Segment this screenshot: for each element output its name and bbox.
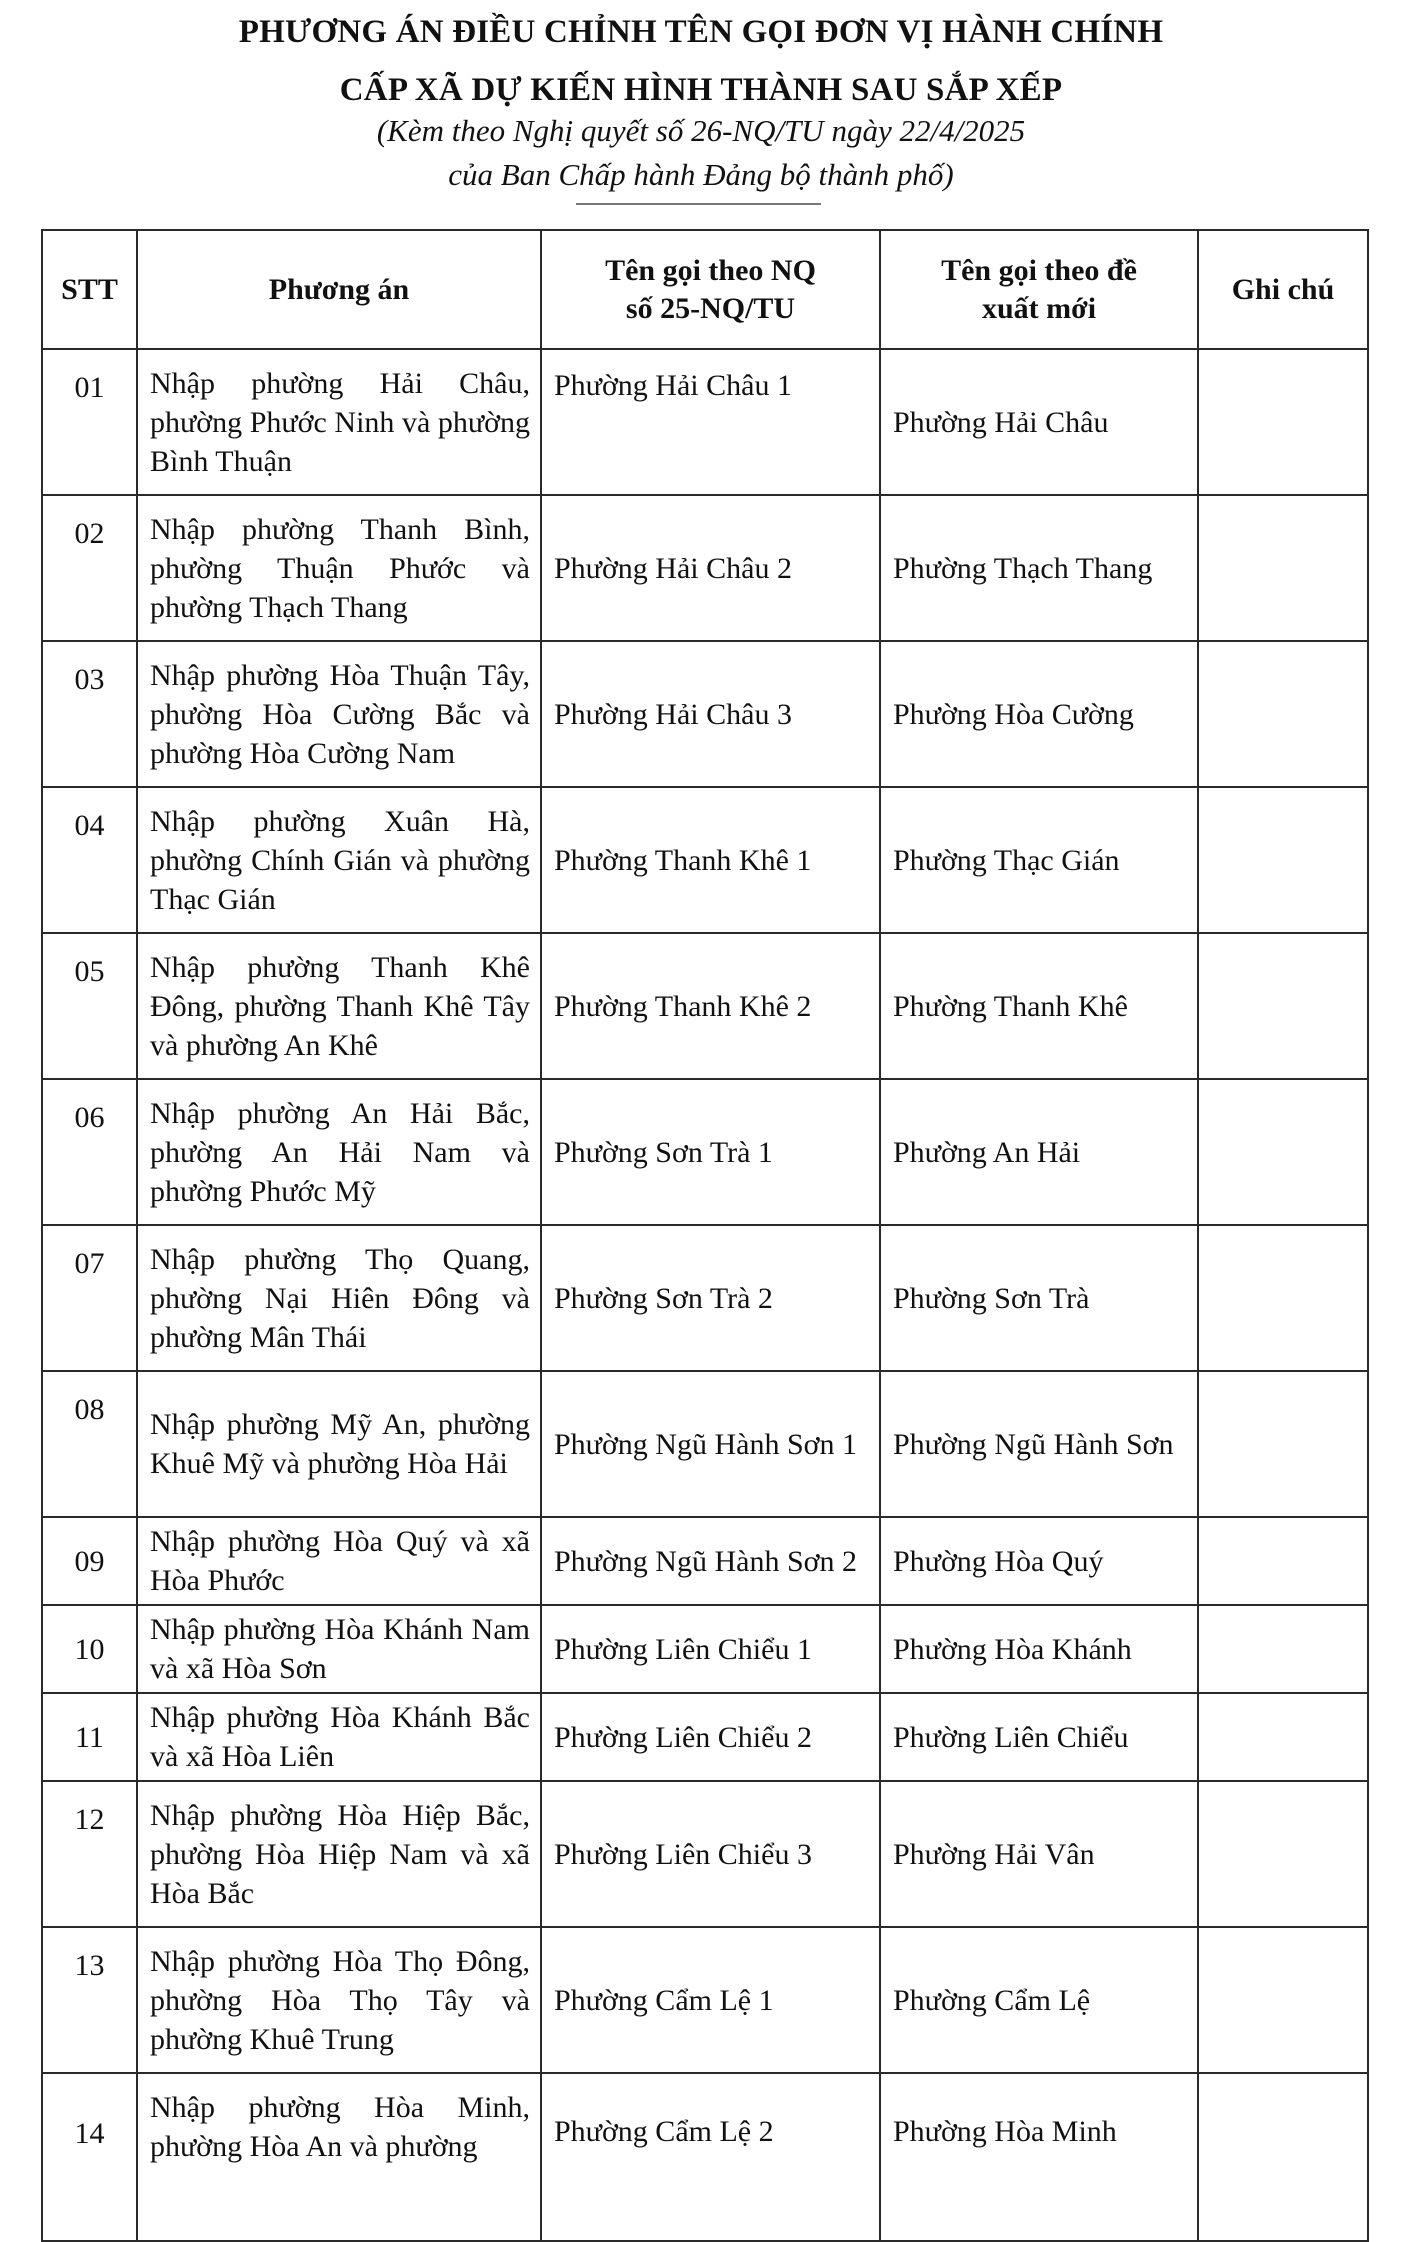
document-title-line-1: PHƯƠNG ÁN ĐIỀU CHỈNH TÊN GỌI ĐƠN VỊ HÀNH CHÍNH [238,14,1164,50]
cell-note [1198,933,1368,1079]
table-row [42,1693,1368,1781]
cell-note [1198,1605,1368,1693]
cell-nq25-name: Phường Liên Chiểu 3 [541,1781,880,1927]
header-new-name-line-1: Tên gọi theo đề [941,253,1137,287]
table-row [42,349,1368,495]
cell-new-name: Phường Hải Châu [880,349,1198,495]
cell-stt: 04 [42,787,137,933]
cell-nq25-name: Phường Liên Chiểu 1 [541,1605,880,1693]
cell-nq25-name: Phường Liên Chiểu 2 [541,1693,880,1781]
cell-nq25-name: Phường Ngũ Hành Sơn 2 [541,1517,880,1605]
cell-note [1198,1517,1368,1605]
table-row [42,1371,1368,1517]
header-plan: Phương án [137,230,541,349]
table-row [42,933,1368,1079]
cell-nq25-name: Phường Sơn Trà 2 [541,1225,880,1371]
cell-note [1198,495,1368,641]
cell-stt: 10 [42,1605,137,1693]
header-note: Ghi chú [1198,230,1368,349]
cell-new-name: Phường Hòa Quý [880,1517,1198,1605]
cell-new-name: Phường Hòa Minh [880,2073,1198,2241]
cell-nq25-name: Phường Thanh Khê 2 [541,933,880,1079]
table-row [42,1927,1368,2073]
cell-stt: 08 [42,1371,137,1517]
cell-nq25-name: Phường Cẩm Lệ 2 [541,2073,880,2241]
cell-nq25-name: Phường Hải Châu 3 [541,641,880,787]
cell-nq25-name: Phường Hải Châu 1 [541,349,880,495]
cell-new-name: Phường Ngũ Hành Sơn [880,1371,1198,1517]
header-nq25-line-2: số 25-NQ/TU [625,291,796,325]
cell-new-name: Phường Hòa Khánh [880,1605,1198,1693]
table-row [42,1079,1368,1225]
cell-stt: 11 [42,1693,137,1781]
cell-nq25-name: Phường Ngũ Hành Sơn 1 [541,1371,880,1517]
header-stt: STT [42,230,137,349]
table-header-row [42,230,1368,349]
cell-new-name: Phường Thạc Gián [880,787,1198,933]
cell-plan: Nhập phường Hòa Quý và xã Hòa Phước [137,1517,541,1605]
table-row [42,2073,1368,2241]
cell-nq25-name: Phường Hải Châu 2 [541,495,880,641]
cell-new-name: Phường Hải Vân [880,1781,1198,1927]
cell-new-name: Phường Sơn Trà [880,1225,1198,1371]
cell-stt: 13 [42,1927,137,2073]
header-divider [576,203,821,205]
header-nq25 [541,230,880,349]
renaming-table [41,229,1369,2242]
table-row [42,1517,1368,1605]
cell-note [1198,1927,1368,2073]
cell-note [1198,1225,1368,1371]
cell-plan: Nhập phường Thanh Bình, phường Thuận Phước và phường Thạch Thang [137,495,541,641]
cell-stt: 03 [42,641,137,787]
table-row [42,495,1368,641]
cell-note [1198,349,1368,495]
cell-plan: Nhập phường Hòa Thuận Tây, phường Hòa Cường Bắc và phường Hòa Cường Nam [137,641,541,787]
cell-plan: Nhập phường Hải Châu, phường Phước Ninh và phường Bình Thuận [137,349,541,495]
header-new-name-line-2: xuất mới [981,291,1097,325]
table-row [42,1225,1368,1371]
table-row [42,787,1368,933]
cell-nq25-name: Phường Sơn Trà 1 [541,1079,880,1225]
cell-plan: Nhập phường Hòa Khánh Nam và xã Hòa Sơn [137,1605,541,1693]
cell-note [1198,641,1368,787]
table-row [42,1781,1368,1927]
cell-new-name: Phường Thạch Thang [880,495,1198,641]
cell-plan: Nhập phường Hòa Khánh Bắc và xã Hòa Liên [137,1693,541,1781]
cell-plan: Nhập phường Hòa Minh, phường Hòa An và phường [137,2073,541,2241]
cell-plan: Nhập phường Thanh Khê Đông, phường Thanh Khê Tây và phường An Khê [137,933,541,1079]
header-new-name [880,230,1198,349]
cell-new-name: Phường An Hải [880,1079,1198,1225]
table-row [42,1605,1368,1693]
cell-new-name: Phường Thanh Khê [880,933,1198,1079]
cell-note [1198,2073,1368,2241]
cell-note [1198,1693,1368,1781]
document-title-line-2: CẤP XÃ DỰ KIẾN HÌNH THÀNH SAU SẮP XẾP [339,72,1063,108]
document-subtitle-line-2: của Ban Chấp hành Đảng bộ thành phố) [448,157,954,192]
cell-stt: 14 [42,2073,137,2241]
table-row [42,641,1368,787]
cell-nq25-name: Phường Cẩm Lệ 1 [541,1927,880,2073]
cell-stt: 06 [42,1079,137,1225]
cell-stt: 09 [42,1517,137,1605]
header-nq25-line-1: Tên gọi theo NQ [605,253,816,287]
cell-note [1198,1079,1368,1225]
cell-new-name: Phường Cẩm Lệ [880,1927,1198,2073]
cell-note [1198,1781,1368,1927]
cell-new-name: Phường Hòa Cường [880,641,1198,787]
cell-plan: Nhập phường Hòa Thọ Đông, phường Hòa Thọ Tây và phường Khuê Trung [137,1927,541,2073]
cell-stt: 07 [42,1225,137,1371]
cell-nq25-name: Phường Thanh Khê 1 [541,787,880,933]
cell-stt: 02 [42,495,137,641]
cell-plan: Nhập phường Hòa Hiệp Bắc, phường Hòa Hiệp Nam và xã Hòa Bắc [137,1781,541,1927]
cell-stt: 12 [42,1781,137,1927]
cell-stt: 05 [42,933,137,1079]
cell-new-name: Phường Liên Chiểu [880,1693,1198,1781]
cell-note [1198,787,1368,933]
document-subtitle-line-1: (Kèm theo Nghị quyết số 26-NQ/TU ngày 22/4/2025 [376,113,1026,148]
cell-plan: Nhập phường An Hải Bắc, phường An Hải Nam và phường Phước Mỹ [137,1079,541,1225]
cell-plan: Nhập phường Xuân Hà, phường Chính Gián và phường Thạc Gián [137,787,541,933]
cell-plan: Nhập phường Mỹ An, phường Khuê Mỹ và phường Hòa Hải [137,1371,541,1517]
cell-plan: Nhập phường Thọ Quang, phường Nại Hiên Đông và phường Mân Thái [137,1225,541,1371]
cell-note [1198,1371,1368,1517]
cell-stt: 01 [42,349,137,495]
